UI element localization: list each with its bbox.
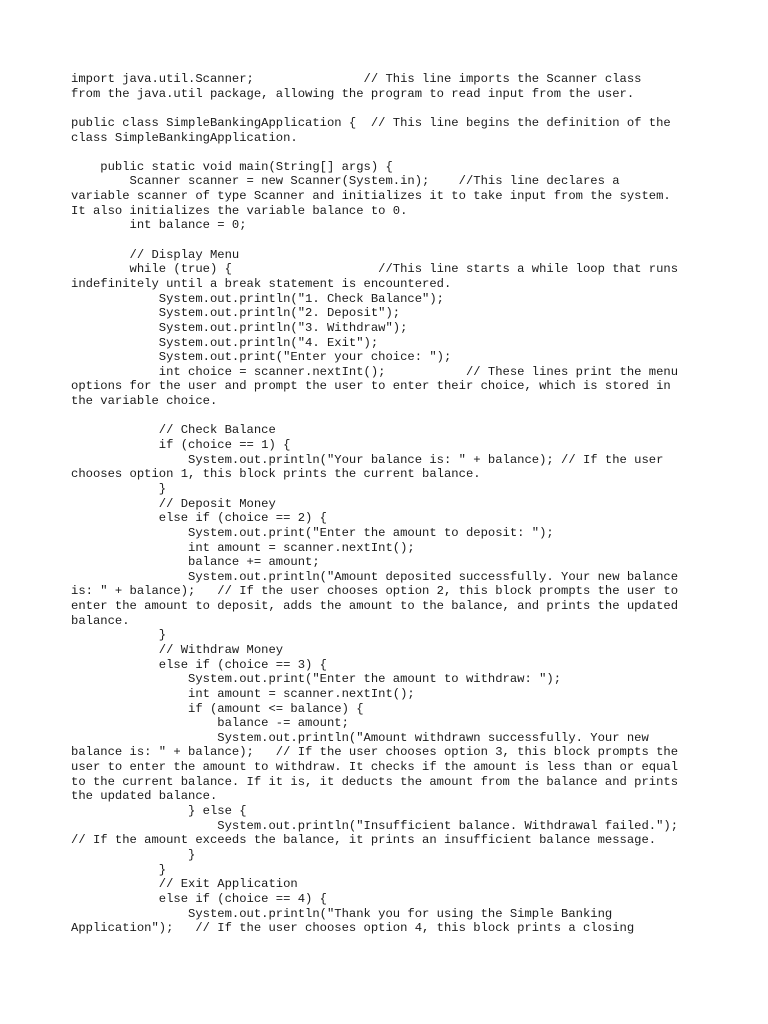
document-line [71, 101, 711, 116]
document-line: Application"); // If the user chooses option 4, this block prints a closing [71, 921, 635, 936]
document-line: // Deposit Money [71, 496, 276, 511]
code-document [71, 72, 711, 936]
document-line: System.out.println("Insufficient balance. Withdrawal failed."); [71, 818, 679, 833]
document-line: System.out.println("Your balance is: " + balance); // If the user [71, 452, 664, 467]
document-line: int amount = scanner.nextInt(); [71, 540, 415, 555]
document-line: if (choice == 1) { [71, 438, 291, 453]
document-line: } [71, 481, 167, 496]
document-line: balance -= amount; [71, 716, 349, 731]
document-line: class SimpleBankingApplication. [71, 130, 298, 145]
document-line: System.out.println("2. Deposit"); [71, 306, 401, 321]
document-line: System.out.print("Enter the amount to deposit: "); [71, 525, 554, 540]
document-line [71, 409, 711, 424]
document-line: // Display Menu [71, 247, 240, 262]
document-line: } else { [71, 804, 247, 819]
document-line: variable scanner of type Scanner and initializes it to take input from the system. [71, 189, 671, 204]
document-line: System.out.println("Amount deposited successfully. Your new balance [71, 569, 679, 584]
document-line: import java.util.Scanner; // This line imports the Scanner class [71, 72, 642, 86]
document-line: System.out.println("1. Check Balance"); [71, 291, 444, 306]
document-line: } [71, 847, 196, 862]
document-line [71, 145, 711, 160]
document-line: indefinitely until a break statement is encountered. [71, 276, 452, 291]
document-line: else if (choice == 3) { [71, 657, 327, 672]
document-line: public static void main(String[] args) { [71, 159, 393, 174]
document-line: System.out.print("Enter the amount to withdraw: "); [71, 672, 562, 687]
document-line: // Check Balance [71, 423, 276, 438]
document-line: int choice = scanner.nextInt(); // These lines print the menu [71, 364, 679, 379]
document-line: It also initializes the variable balance to 0. [71, 203, 408, 218]
document-line: chooses option 1, this block prints the current balance. [71, 467, 481, 482]
document-line: the updated balance. [71, 789, 218, 804]
document-line: // If the amount exceeds the balance, it prints an insufficient balance message. [71, 833, 657, 848]
document-line: options for the user and prompt the user to enter their choice, which is stored in [71, 379, 671, 394]
document-line: } [71, 628, 167, 643]
document-line: System.out.println("3. Withdraw"); [71, 320, 408, 335]
document-line: balance += amount; [71, 555, 320, 570]
document-line [71, 233, 711, 248]
document-line: public class SimpleBankingApplication { // This line begins the definition of the [71, 115, 671, 130]
document-line: int amount = scanner.nextInt(); [71, 686, 415, 701]
document-line: to the current balance. If it is, it deducts the amount from the balance and prints [71, 774, 679, 789]
document-line: // Exit Application [71, 877, 298, 892]
document-line: System.out.println("Thank you for using the Simple Banking [71, 906, 613, 921]
document-line: System.out.print("Enter your choice: "); [71, 350, 452, 365]
document-line: is: " + balance); // If the user chooses option 2, this block prompts the user to [71, 584, 679, 599]
document-line: user to enter the amount to withdraw. It checks if the amount is less than or equal [71, 760, 679, 775]
document-line: int balance = 0; [71, 218, 247, 233]
document-line: System.out.println("Amount withdrawn successfully. Your new [71, 730, 649, 745]
document-line: else if (choice == 4) { [71, 891, 327, 906]
document-line: while (true) { //This line starts a while loop that runs [71, 262, 679, 277]
document-line: balance is: " + balance); // If the user chooses option 3, this block prompts the [71, 745, 679, 760]
document-line: the variable choice. [71, 394, 218, 409]
document-line: // Withdraw Money [71, 642, 284, 657]
document-line: if (amount <= balance) { [71, 701, 364, 716]
document-line: System.out.println("4. Exit"); [71, 335, 379, 350]
document-line: } [71, 862, 167, 877]
document-line: Scanner scanner = new Scanner(System.in); //This line declares a [71, 174, 620, 189]
document-line: balance. [71, 613, 130, 628]
document-line: else if (choice == 2) { [71, 511, 327, 526]
document-line: from the java.util package, allowing the program to read input from the user. [71, 86, 635, 101]
document-line: enter the amount to deposit, adds the amount to the balance, and prints the updated [71, 599, 679, 614]
